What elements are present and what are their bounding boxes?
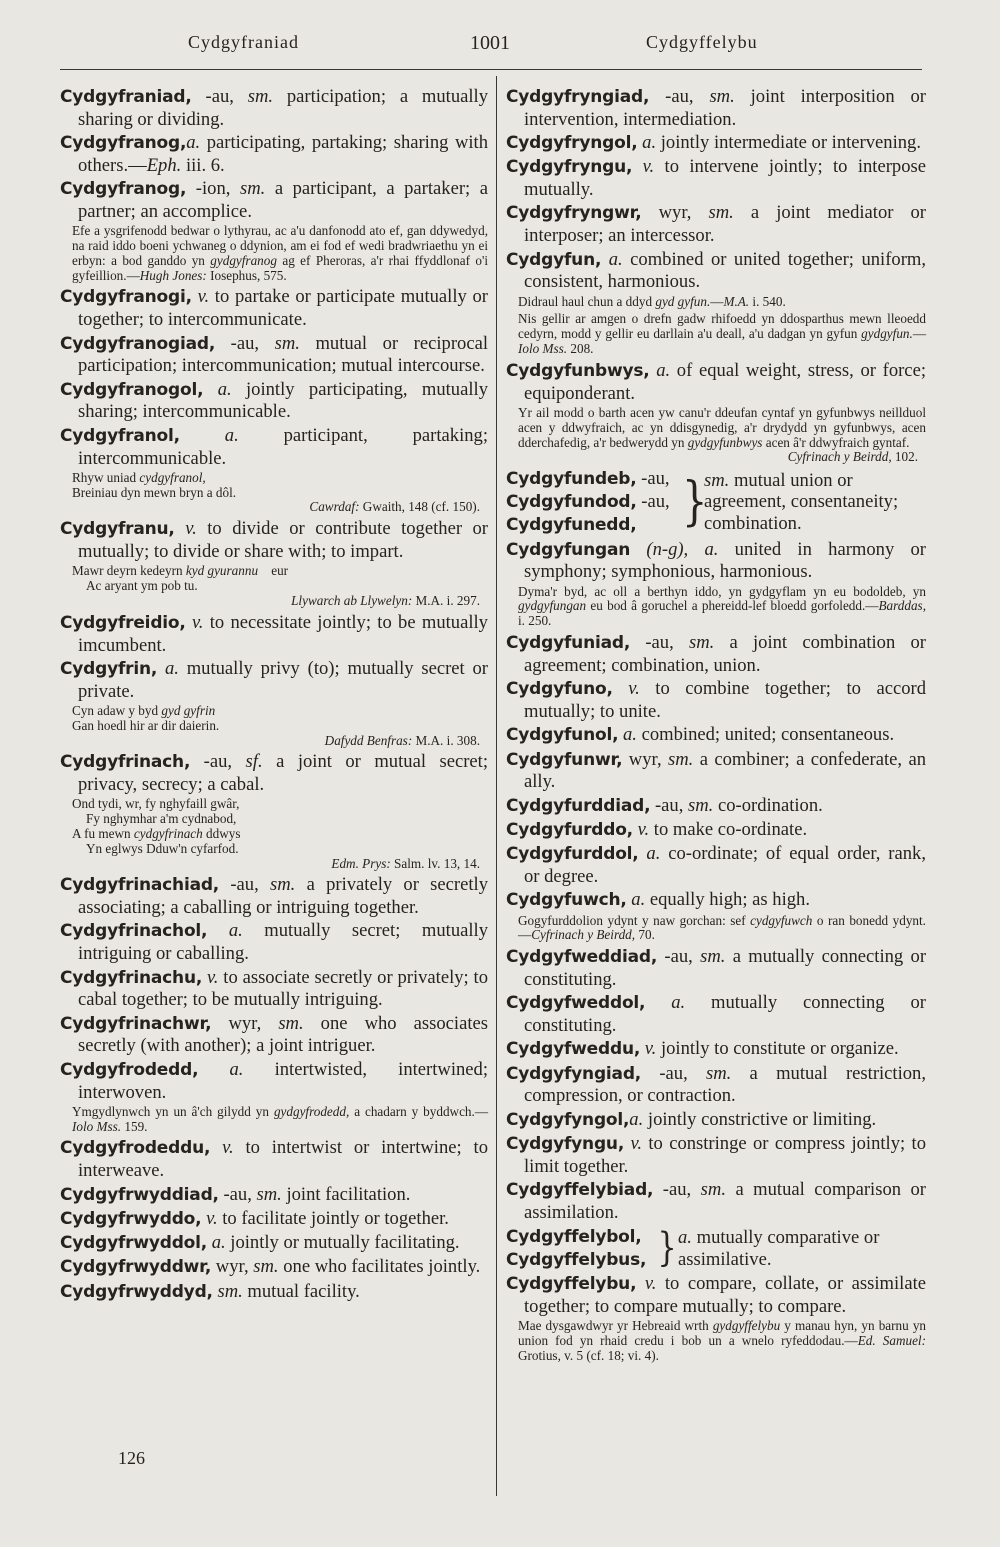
part-of-speech: sm. <box>668 748 694 770</box>
definition: to intertwist or intertwine; to interweave. <box>78 1137 488 1182</box>
definition: a joint or mutual secret; privacy, secrecy; a cabal. <box>78 751 488 796</box>
part-of-speech: a. <box>164 657 179 679</box>
definition: one who associates secretly (with another); a joint intriguer. <box>78 1012 488 1057</box>
definition: co-ordinate; of equal order, rank, or degree. <box>524 843 926 887</box>
part-of-speech: sm. <box>704 469 730 491</box>
definition: combined or united together; uniform, consistent, harmonious. <box>524 248 926 293</box>
part-of-speech: a. <box>623 724 637 746</box>
dictionary-entry: Cydgyfraniad, -au, sm. participation; a mutually sharing or dividing. <box>60 86 489 130</box>
headword: Cydgyfrodeddu, <box>60 1138 211 1159</box>
part-of-speech: sf. <box>245 751 263 773</box>
dictionary-entry <box>60 1059 488 1104</box>
headword: Cydgyfun, <box>506 249 602 270</box>
headword: Cydgyfreidio, <box>60 612 186 633</box>
definition: one who facilitates jointly. <box>278 1256 481 1278</box>
headword: Cydgyfrwyddo, <box>60 1208 202 1229</box>
dictionary-entry <box>60 1281 488 1304</box>
part-of-speech: v. <box>644 1273 657 1295</box>
definition: mutually privy (to); mutually secret or private. <box>78 657 488 702</box>
citation-quote: Didraul haul chun a ddyd gyd gyfun.—M.A. i. 540. <box>518 293 786 309</box>
definition: to constringe or compress jointly; to limit together. <box>524 1133 926 1177</box>
headword: Cydgyfranogol, <box>60 379 204 400</box>
headword: Cydgyfundeb, <box>506 469 637 490</box>
citation-quote: Dyma'r byd, ac oll a berthyn iddo, yn gydgyflam yn eu bodoldeb, yn gydgyfungan eu bod â goruchel a phereidd-lef bloedd gorfoledd.—Barddas, i. 250. <box>518 583 926 629</box>
dictionary-entry: Cydgyffelybiad, -au, sm. a mutual comparison or assimilation. <box>506 1179 926 1223</box>
definition: to combine together; to accord mutually; to unite. <box>524 678 926 722</box>
citation-source: Cyfrinach y Beirdd, 102. <box>787 449 918 465</box>
dictionary-entry <box>60 286 488 331</box>
headword: Cydgyfuno, <box>506 679 613 700</box>
right-column <box>506 86 926 1367</box>
definition: to intervene jointly; to interpose mutually. <box>524 156 926 201</box>
headword: Cydgyfrwyddiad, <box>60 1184 219 1205</box>
part-of-speech: sm. <box>256 1183 282 1205</box>
definition: participating, partaking; sharing with others.— <box>78 132 488 176</box>
part-of-speech: a. <box>211 1232 226 1254</box>
citation-verse: Mawr deyrn kedeyrn kyd gyurannu eur Ac aryant ym pob tu. Llywarch ab Llywelyn: M.A. i. 297. <box>72 564 488 608</box>
part-of-speech: a. <box>629 1108 644 1130</box>
definition: combined; united; consentaneous. <box>636 724 895 746</box>
definition: mutual or reciprocal participation; intercommunication; mutual intercourse. <box>78 332 488 377</box>
headword: Cydgyfuniad, <box>506 633 631 654</box>
definition: mutual union or agreement, consentaneity; combination. <box>704 469 899 535</box>
signature-mark: 126 <box>118 1448 145 1468</box>
dictionary-entry: Cydgyfrinachwr, wyr, sm. one who associates secretly (with another); a joint intriguer. <box>60 1012 488 1057</box>
headword: Cydgyfunol, <box>506 725 619 746</box>
headword: Cydgyfyngu, <box>506 1134 625 1155</box>
part-of-speech: sm. <box>253 1256 279 1278</box>
dictionary-entry <box>60 518 488 563</box>
part-of-speech: sm. <box>688 794 714 816</box>
dictionary-entry <box>506 992 926 1037</box>
headword: Cydgyfweddu, <box>506 1039 641 1060</box>
dictionary-entry: Cydgyfyngiad, -au, sm. a mutual restriction, compression, or contraction. <box>506 1062 927 1107</box>
part-of-speech: v. <box>206 966 219 988</box>
headword: Cydgyfunbwys, <box>506 360 650 381</box>
headword: Cydgyfuwch, <box>506 890 627 911</box>
definition: to facilitate jointly or together. <box>217 1207 449 1229</box>
definition: mutually secret; mutually intriguing or caballing. <box>78 920 488 965</box>
part-of-speech: a. <box>224 424 239 446</box>
headword: Cydgyfweddiad, <box>506 947 658 968</box>
dictionary-entry <box>60 920 488 965</box>
dictionary-entry <box>506 1109 926 1132</box>
part-of-speech: sm. <box>688 632 715 654</box>
citation-quote: Efe a ysgrifenodd bedwar o lythyrau, ac a'u danfonodd ato ef, gan ddywedyd, na raid iddo boeni ychwaneg o ddynion, am ei fod ef wedi bradwriaethu yn ei erbyn: a bod ganddo yn gydgyfranog ag ef Pheroras, a'r rhai ffyddlonaf o'i gyfeillion.—Hugh Jones: Iosephus, 575. <box>72 223 488 283</box>
definition: to compare, collate, or assimilate together; to compare mutually; to compare. <box>524 1273 926 1318</box>
definition: a joint mediator or interposer; an intercessor. <box>524 202 926 247</box>
definition: participant, partaking; intercommunicable. <box>78 424 488 469</box>
citation-source: Cawrdaf: Gwaith, 148 (cf. 150). <box>309 499 480 515</box>
dictionary-entry <box>506 1038 926 1061</box>
right-brace-icon: } <box>682 472 708 533</box>
column-divider <box>496 76 497 1496</box>
part-of-speech: v. <box>630 1133 642 1155</box>
part-of-speech: a. <box>217 378 232 400</box>
headword: Cydgyfrwyddol, <box>60 1233 208 1254</box>
headword: Cydgyfurddiad, <box>506 795 651 816</box>
dictionary-entry: Cydgyfweddiad, -au, sm. a mutually connecting or constituting. <box>506 946 927 990</box>
headword: Cydgyfranog, <box>60 179 187 200</box>
part-of-speech: v. <box>197 286 210 308</box>
dictionary-entry <box>506 132 926 155</box>
headword: Cydgyffelybol, <box>506 1226 642 1247</box>
part-of-speech: v. <box>644 1038 657 1060</box>
citation-quote: Yr ail modd o barth acen yw canu'r ddeufan cyntaf yn gyfunbwys neillduol acen y ddwyfraich, ac yn ddisgynedig, a'r drydydd yn gyfunbwys, acen dderchafedig, a'r bedwerydd yn gydgyfunbwys acen â'r ddwyfraich gyntaf. Cyfrinach y Beirdd, 102. <box>518 404 926 465</box>
running-head <box>0 32 1000 62</box>
definition: to partake or participate mutually or together; to intercommunicate. <box>78 286 488 331</box>
page-number: 1001 <box>470 32 510 54</box>
definition: jointly or mutually facilitating. <box>225 1232 460 1254</box>
part-of-speech: a. <box>229 1058 244 1080</box>
part-of-speech: sm. <box>270 874 296 896</box>
part-of-speech: sm. <box>700 1179 726 1201</box>
dictionary-entry <box>60 658 488 703</box>
definition: intertwisted, intertwined; interwoven. <box>78 1058 488 1103</box>
citation-quote: Nis gellir ar amgen o drefn gadw rhifoedd yn ddosparthus mewn lleoedd cedyrn, modd y gellir eu darllain a'u deall, a'u dadgan yn gyfun gydgyfun.—Iolo Mss. 208. <box>518 311 926 357</box>
dictionary-entry: Cydgyfryngiad, -au, sm. joint interposition or intervention, intermediation. <box>506 86 927 130</box>
headword: Cydgyfranu, <box>60 519 175 540</box>
definition: a mutual restriction, compression, or contraction. <box>524 1062 927 1107</box>
headword: Cydgyfryngwr, <box>506 203 642 224</box>
part-of-speech: a. <box>642 132 657 154</box>
headword: Cydgyfrinachwr, <box>60 1013 212 1034</box>
part-of-speech: sm. <box>700 946 726 968</box>
definition: participation; a mutually sharing or dividing. <box>78 86 489 130</box>
definition: a combiner; a confederate, an ally. <box>524 748 926 793</box>
citation-source: Dafydd Benfras: M.A. i. 308. <box>324 732 480 748</box>
headword: Cydgyfrinachu, <box>60 967 203 988</box>
headword: Cydgyfyngiad, <box>506 1063 642 1084</box>
dictionary-entry: Cydgyfrinachiad, -au, sm. a privately or secretly associating; a caballing or intriguing together. <box>60 874 488 919</box>
dictionary-entry: Cydgyfranog,a. participating, partaking; sharing with others.—Eph. iii. 6. <box>60 132 488 176</box>
dictionary-entry <box>60 379 488 424</box>
entry-group: Cydgyfundeb, -au, Cydgyfundod, -au, Cydgyfunedd, } sm. mutual union or agreement, consentaneity; combination. <box>506 468 899 535</box>
part-of-speech: sm. <box>217 1280 243 1302</box>
headword: Cydgyfunedd, <box>506 514 637 535</box>
dictionary-entry <box>506 678 926 723</box>
dictionary-entry: Cydgyfrwyddiad, -au, sm. joint facilitation. <box>60 1183 411 1205</box>
dictionary-entry <box>60 612 488 657</box>
definition: a joint combination or agreement; combination, union. <box>524 632 926 676</box>
definition: jointly participating, mutually sharing; intercommunicable. <box>78 378 488 423</box>
part-of-speech: sm. <box>278 1012 304 1034</box>
definition: jointly intermediate or intervening. <box>656 132 921 154</box>
part-of-speech: v. <box>222 1137 234 1159</box>
dictionary-entry <box>506 889 926 912</box>
part-of-speech: v. <box>185 518 197 540</box>
part-of-speech: v. <box>206 1207 218 1229</box>
headword: Cydgyfyngol, <box>506 1109 630 1130</box>
part-of-speech: v. <box>637 818 650 840</box>
headword: Cydgyfweddol, <box>506 993 646 1014</box>
headword: Cydgyfryngu, <box>506 157 633 178</box>
dictionary-entry: Cydgyfrinach, -au, sf. a joint or mutual secret; privacy, secrecy; a cabal. <box>60 751 488 796</box>
definition: a mutually connecting or constituting. <box>524 946 927 990</box>
definition: a mutual comparison or assimilation. <box>524 1179 926 1223</box>
part-of-speech: a. <box>186 132 201 154</box>
part-of-speech: sm. <box>705 1062 732 1084</box>
definition: united in harmony or symphony; symphonious, harmonious. <box>524 538 926 583</box>
part-of-speech: v. <box>191 611 204 633</box>
citation-verse: Ond tydi, wr, fy nghyfaill gwâr, Fy nghymhar a'm cydnabod, A fu mewn cydgyfrinach ddwys Yn eglwys Dduw'n cyfarfod. Edm. Prys: Salm. lv. 13, 14. <box>72 797 488 871</box>
dictionary-entry <box>60 425 488 470</box>
headword: Cydgyffelybiad, <box>506 1180 654 1201</box>
citation-quote: Mae dysgawdwyr yr Hebreaid wrth gydgyffelybu y manau hyn, yn barnu yn union fod yn rhaid credu i bob un a wnelo ryfeddodau.—Ed. Samuel: Grotius, v. 5 (cf. 18; vi. 4). <box>518 1318 927 1364</box>
headword: Cydgyfranogi, <box>60 287 192 308</box>
headword: Cydgyfranol, <box>60 425 180 446</box>
dictionary-entry: Cydgyfrwyddwr, wyr, sm. one who facilitates jointly. <box>60 1256 481 1278</box>
headword: Cydgyfrinach, <box>60 752 191 773</box>
definition: to divide or contribute together or mutually; to divide or share with; to impart. <box>78 518 489 563</box>
definition: equally high; as high. <box>645 889 810 911</box>
part-of-speech: a. <box>656 359 671 381</box>
header-rule <box>60 69 922 70</box>
headword: Cydgyfrwyddyd, <box>60 1281 213 1302</box>
left-column <box>60 86 488 1305</box>
headword: Cydgyfundod, <box>506 491 637 512</box>
definition: a participant, a partaker; a partner; an accomplice. <box>78 178 488 222</box>
citation-quote: Gogyfurddolion ydynt y naw gorchan: sef cydgyfuwch o ran bonedd ydynt.—Cyfrinach y Beirdd, 70. <box>518 912 926 943</box>
dictionary-entry <box>60 1232 488 1255</box>
dictionary-entry: Cydgyfurddiad, -au, sm. co-ordination. <box>506 794 823 816</box>
dictionary-entry <box>506 819 926 842</box>
dictionary-entry <box>60 1208 488 1231</box>
part-of-speech: a. <box>646 843 661 865</box>
part-of-speech: a. <box>671 992 686 1014</box>
part-of-speech: v. <box>642 156 655 178</box>
citation-quote: Ymgydlynwch yn un â'ch gilydd yn gydgyfrodedd, a chadarn y byddwch.—Iolo Mss. 159. <box>72 1103 489 1134</box>
part-of-speech: a. <box>704 538 719 560</box>
part-of-speech: sm. <box>247 86 274 107</box>
headword: Cydgyffelybu, <box>506 1274 637 1295</box>
dictionary-entry <box>60 967 488 1012</box>
definition: to associate secretly or privately; to cabal together; to be mutually intriguing. <box>78 966 488 1011</box>
part-of-speech: sm. <box>709 86 735 107</box>
dictionary-entry <box>506 1273 926 1318</box>
headword: Cydgyfryngiad, <box>506 87 650 107</box>
dictionary-entry <box>506 843 926 888</box>
definition: joint interposition or intervention, intermediation. <box>524 86 927 130</box>
citation-verse: Rhyw uniad cydgyfranol, Breiniau dyn mewn bryn a dôl. Cawrdaf: Gwaith, 148 (cf. 150). <box>72 471 488 515</box>
part-of-speech: sm. <box>274 332 300 354</box>
source: Eph. <box>146 154 182 176</box>
definition: to necessitate jointly; to be mutually imcumbent. <box>78 611 488 656</box>
headword: Cydgyfranogiad, <box>60 333 216 354</box>
dictionary-entry <box>506 1133 926 1178</box>
headword: Cydgyfunwr, <box>506 749 623 770</box>
headword: Cydgyfraniad, <box>60 87 192 107</box>
definition: mutually comparative or assimilative. <box>678 1226 880 1270</box>
definition: mutual facility. <box>242 1280 360 1302</box>
header-right-guide-word: Cydgyffelybu <box>646 32 758 52</box>
headword: Cydgyfrodedd, <box>60 1059 199 1080</box>
citation-source: Edm. Prys: Salm. lv. 13, 14. <box>331 855 480 871</box>
part-of-speech: sm. <box>708 202 734 224</box>
headword: Cydgyfungan <box>506 539 631 560</box>
dictionary-entry <box>506 156 926 201</box>
definition: mutually connecting or constituting. <box>524 992 926 1037</box>
dictionary-entry: Cydgyfranogiad, -au, sm. mutual or reciprocal participation; intercommunication; mutual intercourse. <box>60 332 488 377</box>
definition: co-ordination. <box>713 794 823 816</box>
headword: Cydgyffelybus, <box>506 1249 647 1270</box>
part-of-speech: a. <box>608 248 623 270</box>
dictionary-entry: Cydgyfuniad, -au, sm. a joint combination or agreement; combination, union. <box>506 632 926 676</box>
dictionary-entry <box>506 249 926 294</box>
headword: Cydgyfryngol, <box>506 133 638 154</box>
headword: Cydgyfurddol, <box>506 844 639 865</box>
headword: Cydgyfrinachiad, <box>60 875 220 896</box>
headword: Cydgyfrwyddwr, <box>60 1257 212 1278</box>
definition: to make co-ordinate. <box>649 818 808 840</box>
dictionary-entry: Cydgyfryngwr, wyr, sm. a joint mediator or interposer; an intercessor. <box>506 202 926 247</box>
headword: Cydgyfurddo, <box>506 819 633 840</box>
dictionary-entry <box>506 360 926 405</box>
definition: of equal weight, stress, or force; equiponderant. <box>524 359 926 404</box>
headword: Cydgyfrinachol, <box>60 921 208 942</box>
definition: jointly to constitute or organize. <box>656 1038 899 1060</box>
part-of-speech: v. <box>628 678 640 700</box>
part-of-speech: a. <box>228 920 243 942</box>
dictionary-entry: Cydgyfungan (n-g), a. united in harmony or symphony; symphonious, harmonious. <box>506 538 926 583</box>
dictionary-entry <box>506 724 926 747</box>
citation-source: Llywarch ab Llywelyn: M.A. i. 297. <box>291 592 480 608</box>
citation-verse: Cyn adaw y byd gyd gyfrin Gan hoedl hir ar dir daierin. Dafydd Benfras: M.A. i. 308. <box>72 704 488 748</box>
entry-group <box>506 1226 926 1272</box>
dictionary-entry <box>60 1137 488 1182</box>
right-brace-icon: } <box>657 1225 677 1271</box>
definition: joint facilitation. <box>281 1183 411 1205</box>
definition: a privately or secretly associating; a caballing or intriguing together. <box>78 874 488 919</box>
headword: Cydgyfranog, <box>60 133 187 154</box>
headword: Cydgyfrin, <box>60 658 158 679</box>
dictionary-entry: Cydgyfranog, -ion, sm. a participant, a partaker; a partner; an accomplice. <box>60 178 488 222</box>
part-of-speech: a. <box>631 889 646 911</box>
definition: jointly constrictive or limiting. <box>643 1108 877 1130</box>
dictionary-entry: Cydgyfunwr, wyr, sm. a combiner; a confederate, an ally. <box>506 748 926 793</box>
part-of-speech: sm. <box>239 178 266 200</box>
part-of-speech: a. <box>678 1226 692 1248</box>
header-left-guide-word: Cydgyfraniad <box>188 32 299 52</box>
